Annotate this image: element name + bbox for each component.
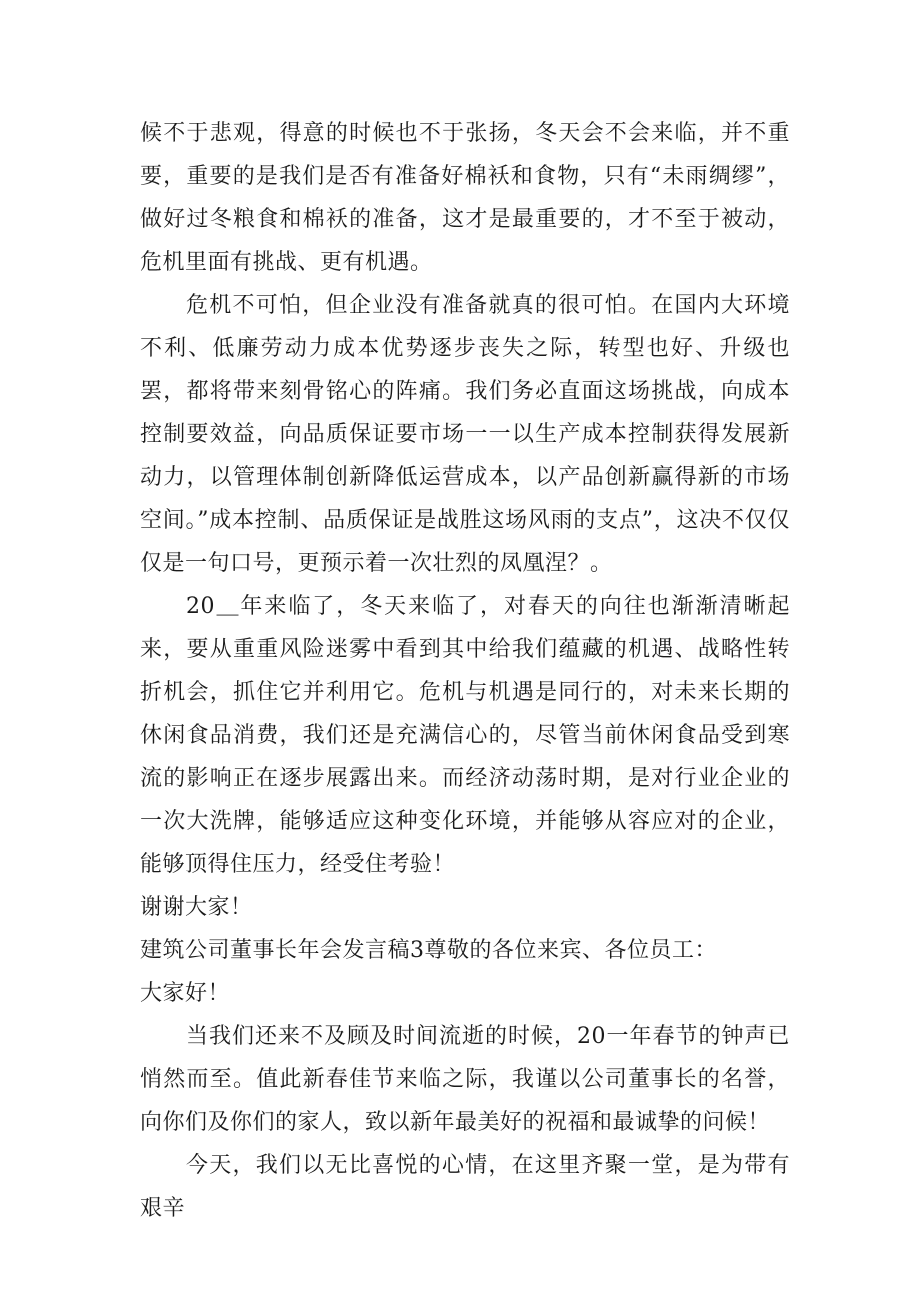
- paragraph-greeting: 大家好！: [140, 981, 231, 1006]
- paragraph-today: 今天，我们以无比喜悦的心情，在这里齐聚一堂，是为带有艰辛: [140, 1153, 790, 1221]
- paragraph-continuation: 候不于悲观，得意的时候也不于张扬，冬天会不会来临，并不重要，重要的是我们是否有准备好棉袄和食物，只有“未雨绸缪”，做好过冬粮食和棉袄的准备，这才是最重要的，才不至于被动，危机里面有挑战、更有机遇。: [140, 121, 790, 275]
- document-body: [140, 112, 790, 1230]
- paragraph-spring-festival: 当我们还来不及顾及时间流逝的时候，20一年春节的钟声已悄然而至。值此新春佳节来临之际，我谨以公司董事长的名誉，向你们及你们的家人，致以新年最美好的祝福和最诚挚的问候！: [140, 1024, 790, 1135]
- paragraph-new-year: 20＿年来临了，冬天来临了，对春天的向往也渐渐清晰起来，要从重重风险迷雾中看到其中给我们蕴藏的机遇、战略性转折机会，抓住它并利用它。危机与机遇是同行的，对未来长期的休闲食品消费，我们还是充满信心的，尽管当前休闲食品受到寒流的影响正在逐步展露出来。而经济动荡时期，是对行业企业的一次大洗牌，能够适应这种变化环境，并能够从容应对的企业，能够顶得住压力，经受住考验！: [140, 594, 790, 877]
- paragraph-crisis: 危机不可怕，但企业没有准备就真的很可怕。在国内大环境不利、低廉劳动力成本优势逐步丧失之际，转型也好、升级也罢，都将带来刻骨铭心的阵痛。我们务必直面这场挑战，向成本控制要效益，向品质保证要市场一一以生产成本控制获得发展新动力，以管理体制创新降低运营成本，以产品创新赢得新的市场空间。”成本控制、品质保证是战胜这场风雨的支点”，这决不仅仅仅是一句口号，更预示着一次壮烈的凤凰涅？。: [140, 293, 790, 576]
- paragraph-thanks: 谢谢大家！: [140, 895, 253, 920]
- speech-heading: 建筑公司董事长年会发言稿3尊敬的各位来宾、各位员工：: [140, 938, 717, 963]
